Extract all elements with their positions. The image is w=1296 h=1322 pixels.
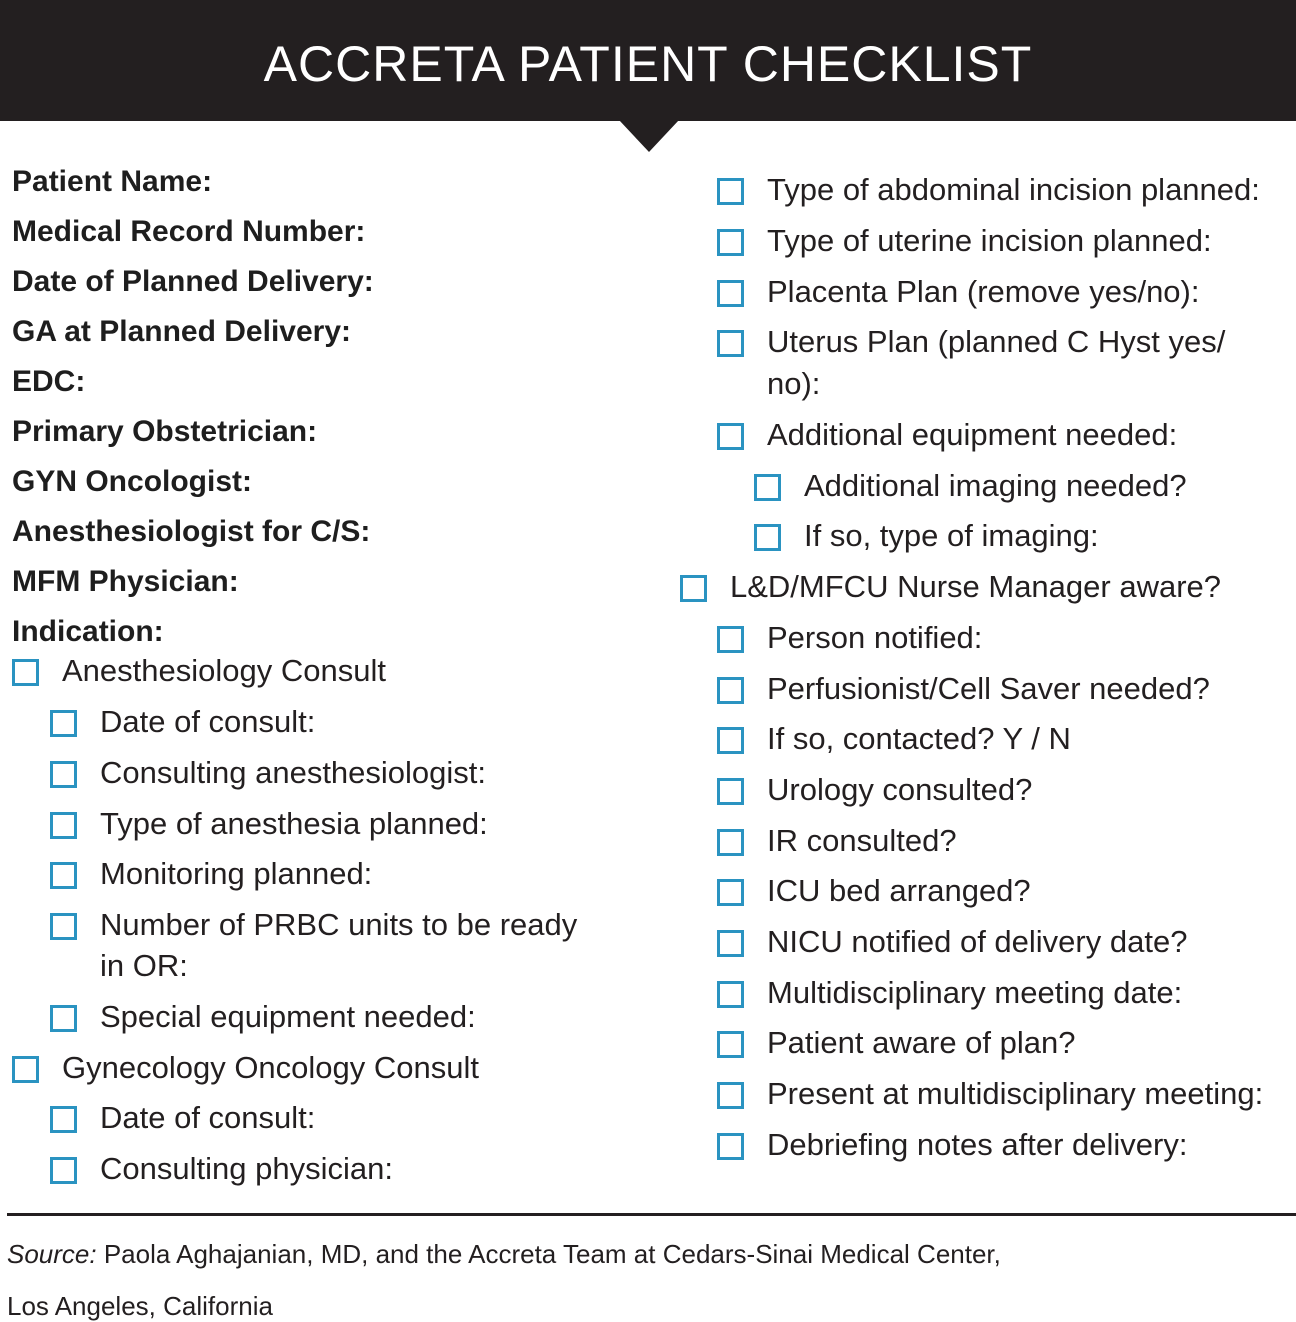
checklist-label: Type of abdominal incision planned:: [767, 172, 1260, 207]
checklist-label: If so, contacted? Y / N: [767, 721, 1071, 756]
checkbox[interactable]: [717, 423, 744, 450]
checkbox[interactable]: [12, 659, 39, 686]
checklist-label: Patient aware of plan?: [767, 1025, 1076, 1060]
field-patient-name: Patient Name:: [12, 165, 213, 198]
checkbox[interactable]: [717, 330, 744, 357]
checkbox[interactable]: [680, 575, 707, 602]
field-anesthesiologist: Anesthesiologist for C/S:: [12, 515, 371, 548]
checkbox[interactable]: [717, 778, 744, 805]
checkbox[interactable]: [50, 1106, 77, 1133]
checkbox[interactable]: [717, 829, 744, 856]
checkbox[interactable]: [717, 677, 744, 704]
checklist-label: Type of uterine incision planned:: [767, 223, 1212, 258]
checklist-label: Multidisciplinary meeting date:: [767, 975, 1183, 1010]
checkbox[interactable]: [717, 727, 744, 754]
source-line: [7, 1238, 1001, 1270]
checklist-label: If so, type of imaging:: [804, 518, 1099, 553]
checkbox[interactable]: [717, 178, 744, 205]
checklist-label: Urology consulted?: [767, 772, 1033, 807]
source-label: Source:: [7, 1239, 97, 1269]
source-line-2: Los Angeles, California: [7, 1291, 273, 1321]
checklist-label: no):: [767, 366, 821, 401]
checkbox[interactable]: [717, 879, 744, 906]
checklist-label: IR consulted?: [767, 823, 957, 858]
checkbox[interactable]: [717, 1082, 744, 1109]
checkbox[interactable]: [754, 524, 781, 551]
checklist-label: Monitoring planned:: [100, 856, 373, 891]
checklist-label: Debriefing notes after delivery:: [767, 1127, 1188, 1162]
field-date-planned-delivery: Date of Planned Delivery:: [12, 265, 374, 298]
checkbox[interactable]: [50, 862, 77, 889]
checklist-label: Date of consult:: [100, 1100, 316, 1135]
checkbox[interactable]: [50, 710, 77, 737]
field-gyn-oncologist: GYN Oncologist:: [12, 465, 252, 498]
checklist-label: Additional imaging needed?: [804, 468, 1187, 503]
checkbox[interactable]: [717, 280, 744, 307]
checklist-label: Date of consult:: [100, 704, 316, 739]
checklist-label: Uterus Plan (planned C Hyst yes/: [767, 324, 1226, 359]
field-mfm-physician: MFM Physician:: [12, 565, 239, 598]
checkbox[interactable]: [50, 913, 77, 940]
title-banner: [0, 0, 1296, 121]
field-edc: EDC:: [12, 365, 86, 398]
field-indication: Indication:: [12, 615, 164, 648]
checkbox[interactable]: [717, 1133, 744, 1160]
field-medical-record-number: Medical Record Number:: [12, 215, 366, 248]
checklist-label: Present at multidisciplinary meeting:: [767, 1076, 1264, 1111]
checklist-label: Additional equipment needed:: [767, 417, 1178, 452]
field-primary-obstetrician: Primary Obstetrician:: [12, 415, 318, 448]
banner-pointer: [619, 120, 679, 152]
checklist-label: Special equipment needed:: [100, 999, 476, 1034]
checklist-label: Gynecology Oncology Consult: [62, 1050, 480, 1085]
checklist-label: Placenta Plan (remove yes/no):: [767, 274, 1200, 309]
checklist-label: Person notified:: [767, 620, 983, 655]
field-ga-planned-delivery: GA at Planned Delivery:: [12, 315, 351, 348]
checkbox[interactable]: [717, 229, 744, 256]
checkbox[interactable]: [50, 1005, 77, 1032]
checklist-label: Anesthesiology Consult: [62, 653, 386, 688]
checkbox[interactable]: [50, 812, 77, 839]
checkbox[interactable]: [12, 1056, 39, 1083]
footer-divider: [7, 1213, 1296, 1216]
checklist-label: ICU bed arranged?: [767, 873, 1031, 908]
checklist-label: L&D/MFCU Nurse Manager aware?: [730, 569, 1222, 604]
checklist-label: Consulting anesthesiologist:: [100, 755, 487, 790]
checkbox[interactable]: [717, 930, 744, 957]
checkbox[interactable]: [50, 761, 77, 788]
checklist-label: Perfusionist/Cell Saver needed?: [767, 671, 1210, 706]
checkbox[interactable]: [754, 474, 781, 501]
checkbox[interactable]: [50, 1157, 77, 1184]
checklist-label: in OR:: [100, 948, 188, 983]
checklist-label: Number of PRBC units to be ready: [100, 907, 578, 942]
checklist-label: Type of anesthesia planned:: [100, 806, 488, 841]
checklist-label: NICU notified of delivery date?: [767, 924, 1188, 959]
checkbox[interactable]: [717, 1031, 744, 1058]
checklist-label: Consulting physician:: [100, 1151, 393, 1186]
source-text: Paola Aghajanian, MD, and the Accreta Team at Cedars-Sinai Medical Center,: [103, 1239, 1001, 1269]
page-title: ACCRETA PATIENT CHECKLIST: [263, 36, 1033, 92]
checkbox[interactable]: [717, 626, 744, 653]
checkbox[interactable]: [717, 981, 744, 1008]
